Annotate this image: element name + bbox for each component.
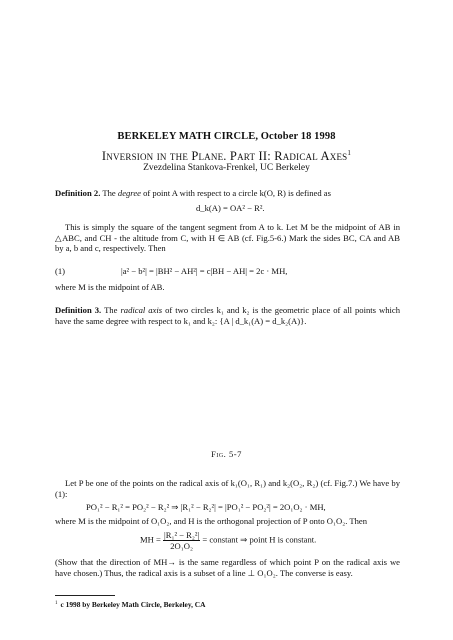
- definition-3-text-b: of two circles k₁ and k₂ is the geometric place of all points which have the same degree with respect to k₁ and k₂: {A | d_k₁(A) = d_k₂(A)}.: [55, 305, 400, 326]
- paragraph-1: This is simply the square of the tangent segment from A to k. Let M be the midpoint of AB in △ABC, and CH - the altitude from C, with H ∈ AB (cf. Fig.5-6.) Mark the sides BC, CA and AB by a, b and c, respectively. Then: [55, 222, 400, 254]
- equation-1: |a² − b²| = |BH² − AH²| = c|BH − AH| = 2c · MH,: [121, 266, 288, 276]
- definition-2-term: degree: [117, 188, 141, 198]
- definition-3: [55, 305, 400, 326]
- definition-2-text-a: The: [102, 188, 116, 198]
- definition-2-text-b: of point A with respect to a circle k(O, R) is defined as: [143, 188, 331, 198]
- degree-formula: d_k(A) = OA² − R².: [196, 203, 265, 213]
- paragraph-2: where M is the midpoint of AB.: [55, 282, 165, 292]
- paragraph-4: where M is the midpoint of O₁O₂, and H is the orthogonal projection of P onto O₁O₂. Then: [55, 516, 368, 526]
- page-header: BERKELEY MATH CIRCLE, October 18 1998: [117, 131, 336, 142]
- footnote-divider: [55, 595, 115, 596]
- equation-2: PO₁² − R₁² = PO₂² − R₂² ⇒ |R₁² − R₂²| = |PO₁² − PO₂²| = 2O₁O₂ · MH,: [86, 502, 326, 512]
- equation-3-lhs: MH =: [140, 534, 161, 545]
- paper-title: [0, 149, 453, 164]
- author-line: Zvezdelina Stankova-Frenkel, UC Berkeley: [143, 163, 310, 173]
- paragraph-5: (Show that the direction of MH→ is the same regardless of which point P on the radical axis we have chosen.) Thus, the radical axis is a subset of a line ⊥ O₁O₂. The converse is easy.: [55, 557, 400, 578]
- footnote-text: c 1998 by Berkeley Math Circle, Berkeley, CA: [60, 600, 206, 609]
- equation-3-numerator: |R₁² − R₂²|: [164, 530, 200, 540]
- equation-3: [140, 530, 316, 551]
- definition-3-label: Definition 3.: [55, 305, 102, 315]
- footnote: [55, 600, 205, 609]
- equation-3-rhs: = constant ⇒ point H is constant.: [202, 534, 317, 545]
- figure-caption: Fig. 5-7: [211, 449, 242, 459]
- equation-3-denominator: 2O₁O₂: [170, 541, 193, 551]
- definition-2-label: Definition 2.: [55, 188, 101, 198]
- paragraph-3: Let P be one of the points on the radical axis of k₁(O₁, R₁) and k₂(O₂, R₂) (cf. Fig.7.) We have by (1):: [55, 478, 400, 499]
- equation-3-fraction: [163, 530, 200, 551]
- equation-1-number: (1): [55, 266, 66, 276]
- title-text: Inversion in the Plane. Part II: Radical Axes: [101, 149, 348, 163]
- definition-3-text-a: The: [104, 305, 118, 315]
- definition-2: [55, 188, 400, 199]
- definition-3-term: radical axis: [120, 305, 163, 315]
- footnote-mark: 1: [55, 601, 58, 606]
- title-footnote-mark: 1: [347, 149, 352, 157]
